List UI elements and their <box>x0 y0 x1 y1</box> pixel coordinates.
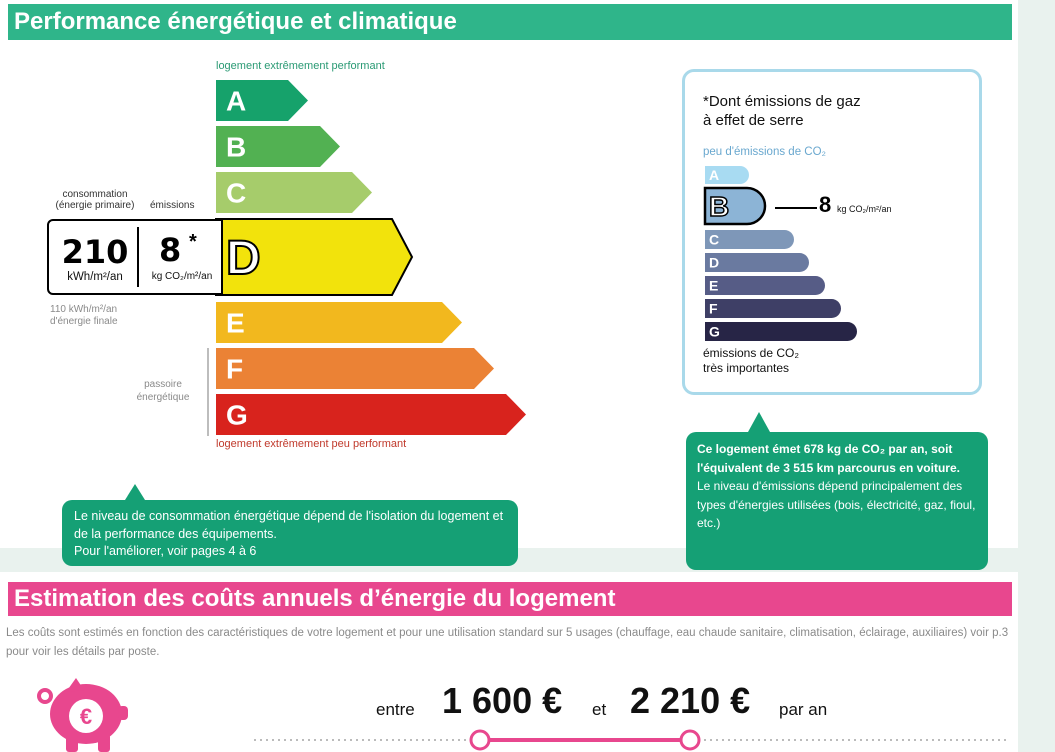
ghg-bar-d <box>705 253 809 272</box>
consumption-value: 210 <box>61 233 129 271</box>
dpe-letter-f: F <box>226 353 244 385</box>
dpe-letter-a: A <box>226 85 247 117</box>
ghg-letter-a: A <box>709 167 720 183</box>
energy-bubble-pointer <box>125 484 145 500</box>
dpe-bar-f <box>216 348 494 389</box>
ghg-title: *Dont émissions de gaz à effet de serre <box>703 93 861 129</box>
ghg-letter-b: B <box>709 191 730 222</box>
ghg-bottom-label: émissions de CO₂ très importantes <box>703 346 800 375</box>
ghg-letter-e: E <box>709 277 719 294</box>
costs-note: Les coûts sont estimés en fonction des caractéristiques de votre logement et pour une utilisation standard sur 5 usages (chauffage, eau chaude sanitaire, climatisation, éclairage, auxiliaires) voir p.3 pour voir les détails par poste. <box>6 627 1009 658</box>
range-connector: et <box>592 700 607 719</box>
ghg-letter-d: D <box>709 254 720 271</box>
costs-section-title: Estimation des coûts annuels d’énergie du logement <box>8 582 1012 616</box>
ghg-letter-c: C <box>709 231 720 248</box>
dpe-letter-g: G <box>226 399 248 431</box>
ghg-info-bubble <box>686 432 988 570</box>
ghg-bubble-pointer <box>748 412 770 432</box>
piggy-bank-euro-icon <box>36 672 128 752</box>
ghg-top-label: peu d'émissions de CO₂ <box>703 146 826 158</box>
ghg-bubble-text: Le niveau d'émissions dépend principalement des types d'énergies utilisées (bois, électricité, gaz, fioul, etc.) <box>697 479 976 530</box>
consumption-header: consommation (énergie primaire) <box>55 189 135 211</box>
emissions-value: 8 <box>159 231 182 269</box>
dpe-letter-d: D <box>226 232 261 285</box>
final-energy-note: 110 kWh/m²/an d'énergie finale <box>50 304 118 327</box>
rating-box-divider <box>137 227 139 287</box>
ghg-bar-e <box>705 276 825 295</box>
min-cost: 1 600 € <box>442 680 563 721</box>
ghg-letter-g: G <box>709 323 720 340</box>
scale-top-label: logement extrêmement performant <box>216 60 385 72</box>
range-min-handle <box>471 731 489 749</box>
dpe-bar-g <box>216 394 526 435</box>
max-cost: 2 210 € <box>630 680 751 721</box>
ghg-bubble-bold: Ce logement émet 678 kg de CO₂ par an, soit l'équivalent de 3 515 km parcourus en voiture. <box>697 442 960 475</box>
ghg-bar-f <box>705 299 841 318</box>
dpe-letter-e: E <box>226 307 245 339</box>
passoire-label: passoire énergétique <box>136 379 190 403</box>
range-prefix: entre <box>376 700 415 719</box>
dpe-bar-e <box>216 302 462 343</box>
ghg-box <box>682 69 982 395</box>
dpe-letter-b: B <box>226 131 247 163</box>
ghg-bar-g <box>705 322 857 341</box>
emissions-header: émissions <box>150 200 195 211</box>
ghg-scale-svg <box>685 72 981 362</box>
emissions-unit: kg CO₂/m²/an <box>151 271 213 282</box>
svg-text:€: € <box>79 704 93 729</box>
emissions-star: * <box>189 231 197 253</box>
ghg-value: 8 <box>819 192 832 217</box>
consumption-unit: kWh/m²/an <box>67 271 123 283</box>
cost-range-bar <box>250 728 1010 752</box>
ghg-unit: kg CO₂/m²/an <box>837 204 892 214</box>
energy-info-bubble: Le niveau de consommation énergétique dépend de l'isolation du logement et de la performance des équipements. Pour l'améliorer, voir pages 4 à 6 <box>62 500 518 566</box>
scale-bottom-label: logement extrêmement peu performant <box>216 438 407 450</box>
rating-box <box>47 219 223 295</box>
ghg-letter-f: F <box>709 300 718 317</box>
range-max-handle <box>681 731 699 749</box>
dpe-letter-c: C <box>226 177 247 209</box>
energy-section-title: Performance énergétique et climatique <box>8 4 1012 40</box>
range-suffix: par an <box>779 700 828 719</box>
